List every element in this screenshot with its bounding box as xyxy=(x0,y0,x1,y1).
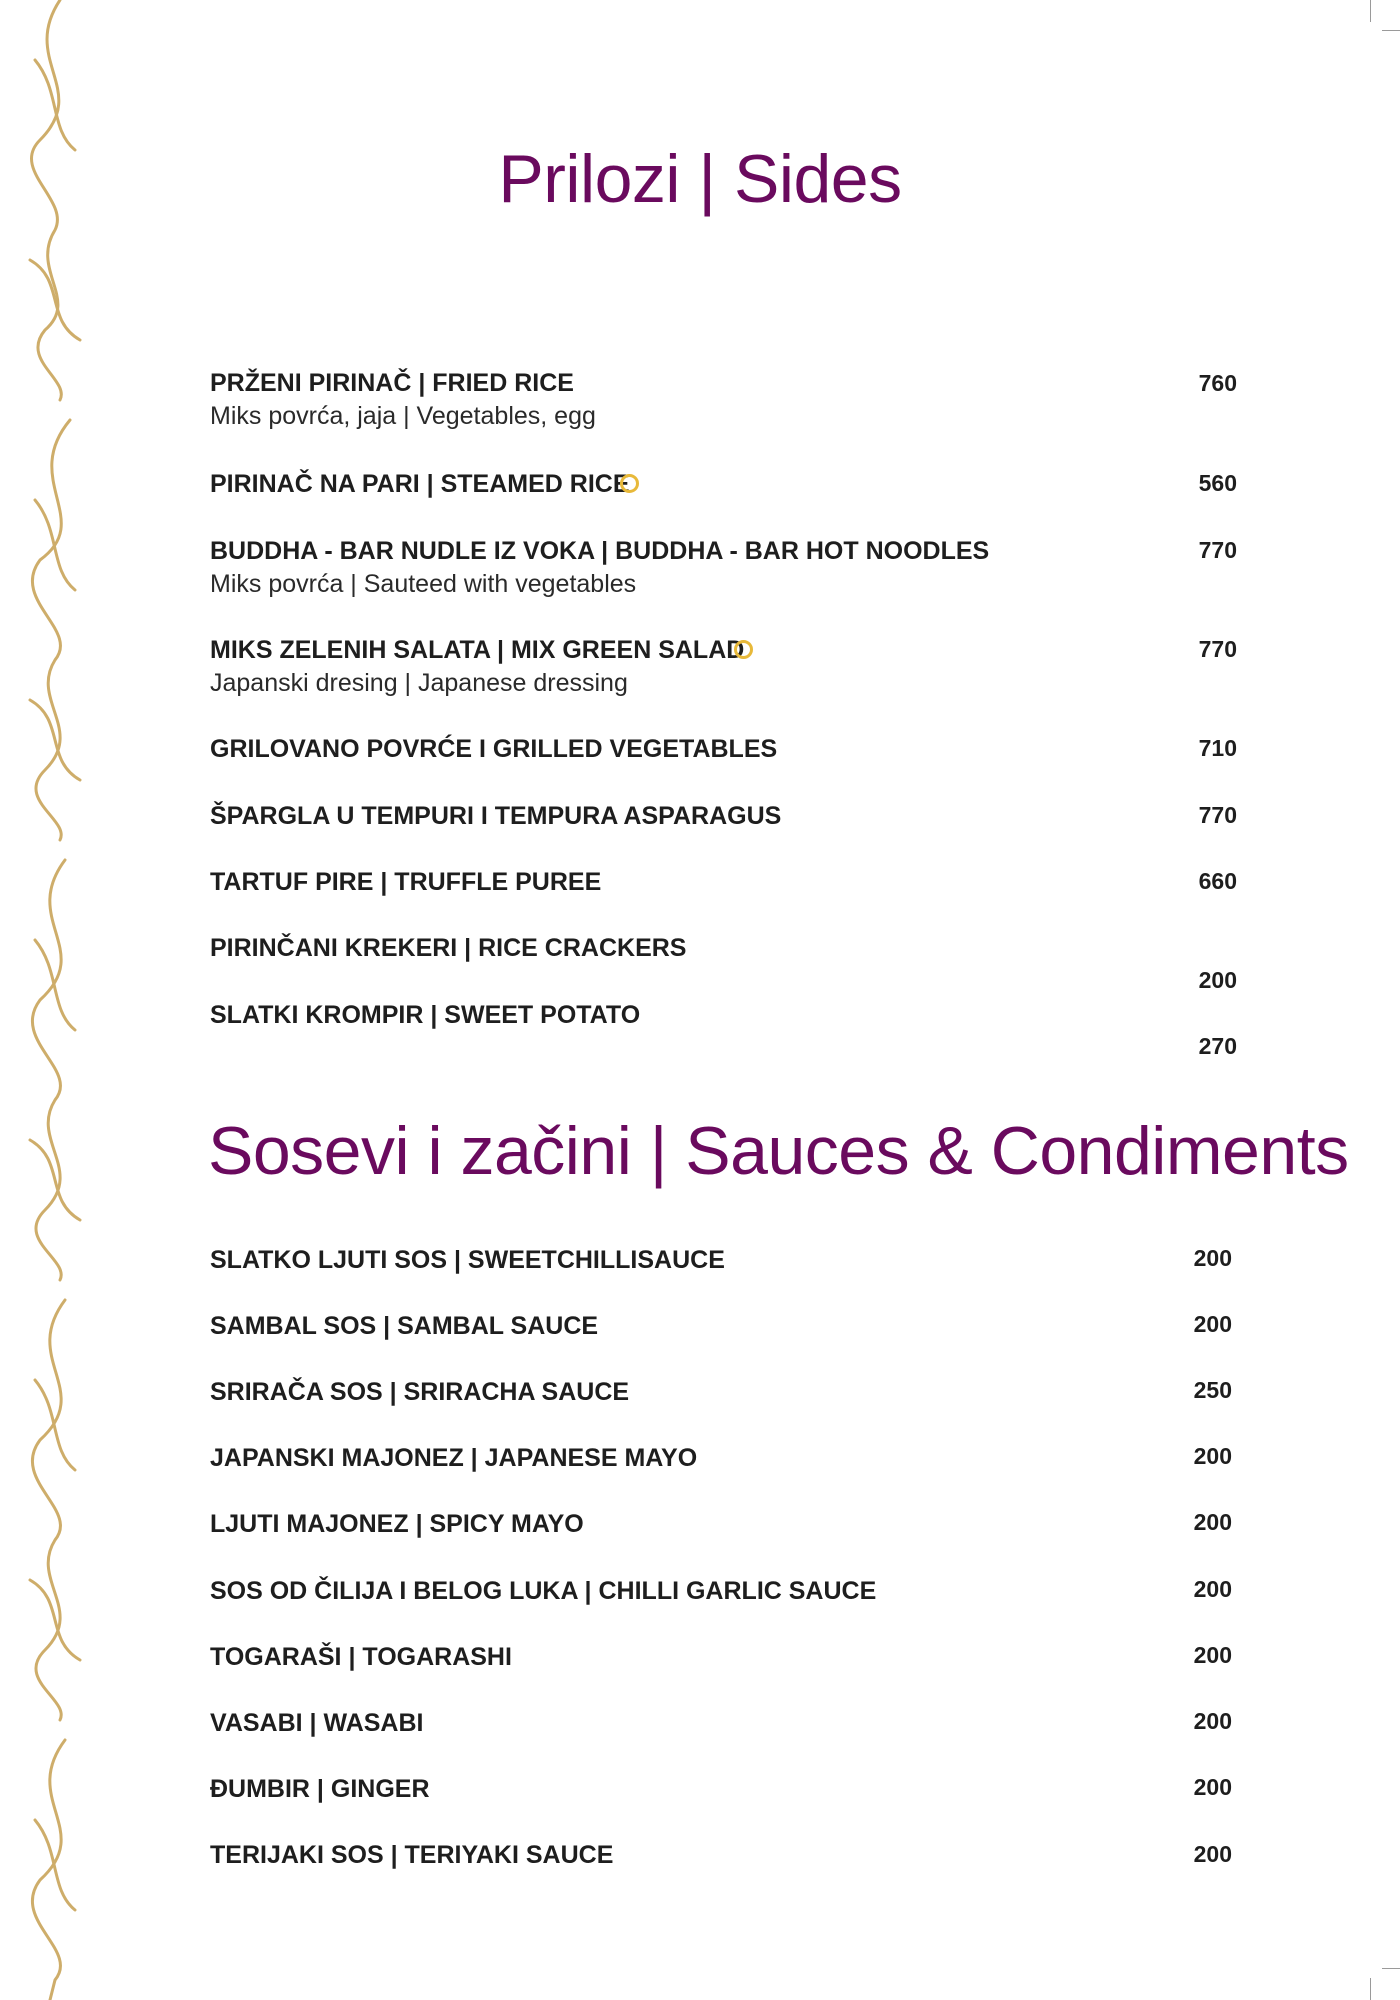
item-name: SRIRAČA SOS | SRIRACHA SAUCE xyxy=(210,1378,630,1406)
menu-item xyxy=(210,800,781,832)
menu-item xyxy=(210,468,639,500)
menu-item xyxy=(210,1244,725,1276)
menu-item xyxy=(210,1376,629,1408)
marker-icon xyxy=(734,640,753,659)
item-price: 660 xyxy=(1198,868,1237,894)
item-name: TARTUF PIRE | TRUFFLE PUREE xyxy=(210,868,602,896)
item-name: BUDDHA - BAR NUDLE IZ VOKA | BUDDHA - BAR HOT NOODLES xyxy=(210,537,990,565)
item-price: 770 xyxy=(1198,802,1237,828)
brand-signature-strip xyxy=(0,0,110,2000)
item-name: GRILOVANO POVRĆE I GRILLED VEGETABLES xyxy=(210,735,778,763)
item-price: 200 xyxy=(1193,1841,1232,1867)
crop-mark-bottom-horizontal xyxy=(1382,1968,1400,1969)
item-name: TERIJAKI SOS | TERIYAKI SAUCE xyxy=(210,1841,614,1869)
menu-item xyxy=(210,1310,598,1342)
item-name: PIRINAČ NA PARI | STEAMED RICE xyxy=(210,470,630,498)
menu-item xyxy=(210,932,686,964)
item-price: 770 xyxy=(1198,636,1237,662)
menu-item xyxy=(210,733,777,765)
item-name: VASABI | WASABI xyxy=(210,1709,424,1737)
item-name: TOGARAŠI | TOGARASHI xyxy=(210,1643,512,1671)
item-price: 710 xyxy=(1198,735,1237,761)
menu-item xyxy=(210,634,753,700)
item-price: 200 xyxy=(1193,1642,1232,1668)
menu-item xyxy=(210,866,601,898)
marker-icon xyxy=(620,474,639,493)
item-description: Japanski dresing | Japanese dressing xyxy=(210,669,628,697)
item-name: SLATKO LJUTI SOS | SWEETCHILLISAUCE xyxy=(210,1246,725,1274)
item-price: 270 xyxy=(1198,1033,1237,1059)
item-price: 770 xyxy=(1198,537,1237,563)
item-name: SLATKI KROMPIR | SWEET POTATO xyxy=(210,1001,641,1029)
item-price: 200 xyxy=(1193,1245,1232,1271)
menu-item xyxy=(210,999,640,1031)
item-name: LJUTI MAJONEZ | SPICY MAYO xyxy=(210,1510,584,1538)
crop-mark-top-horizontal xyxy=(1382,30,1400,31)
crop-mark-bottom-vertical xyxy=(1370,1978,1371,2000)
item-description: Miks povrća, jaja | Vegetables, egg xyxy=(210,402,596,430)
menu-item xyxy=(210,1641,512,1673)
brand-signature-logo xyxy=(0,0,110,2000)
item-name: ĐUMBIR | GINGER xyxy=(210,1775,430,1803)
item-name: SAMBAL SOS | SAMBAL SAUCE xyxy=(210,1312,599,1340)
menu-item xyxy=(210,367,596,433)
menu-item xyxy=(210,535,989,601)
menu-item xyxy=(210,1508,584,1540)
crop-mark-top-vertical xyxy=(1370,0,1371,22)
item-price: 200 xyxy=(1193,1774,1232,1800)
item-name: PIRINČANI KREKERI | RICE CRACKERS xyxy=(210,934,687,962)
item-price: 200 xyxy=(1193,1311,1232,1337)
sauces-title: Sosevi i začini | Sauces & Condiments xyxy=(208,1113,1349,1189)
item-name: SOS OD ČILIJA I BELOG LUKA | CHILLI GARLIC SAUCE xyxy=(210,1577,877,1605)
item-price: 200 xyxy=(1193,1443,1232,1469)
item-price: 560 xyxy=(1198,470,1237,496)
menu-item xyxy=(210,1575,876,1607)
item-name: MIKS ZELENIH SALATA | MIX GREEN SALAD xyxy=(210,636,745,664)
item-price: 200 xyxy=(1193,1576,1232,1602)
item-name: PRŽENI PIRINAČ | FRIED RICE xyxy=(210,369,574,397)
menu-item xyxy=(210,1839,613,1871)
sides-title: Prilozi | Sides xyxy=(498,141,902,217)
item-price: 760 xyxy=(1198,370,1237,396)
menu-item xyxy=(210,1773,430,1805)
item-name: ŠPARGLA U TEMPURI I TEMPURA ASPARAGUS xyxy=(210,802,782,830)
item-price: 200 xyxy=(1193,1509,1232,1535)
item-price: 200 xyxy=(1198,967,1237,993)
menu-item xyxy=(210,1707,424,1739)
menu-item xyxy=(210,1442,697,1474)
item-name: JAPANSKI MAJONEZ | JAPANESE MAYO xyxy=(210,1444,698,1472)
item-price: 250 xyxy=(1193,1377,1232,1403)
item-description: Miks povrća | Sauteed with vegetables xyxy=(210,570,637,598)
item-price: 200 xyxy=(1193,1708,1232,1734)
